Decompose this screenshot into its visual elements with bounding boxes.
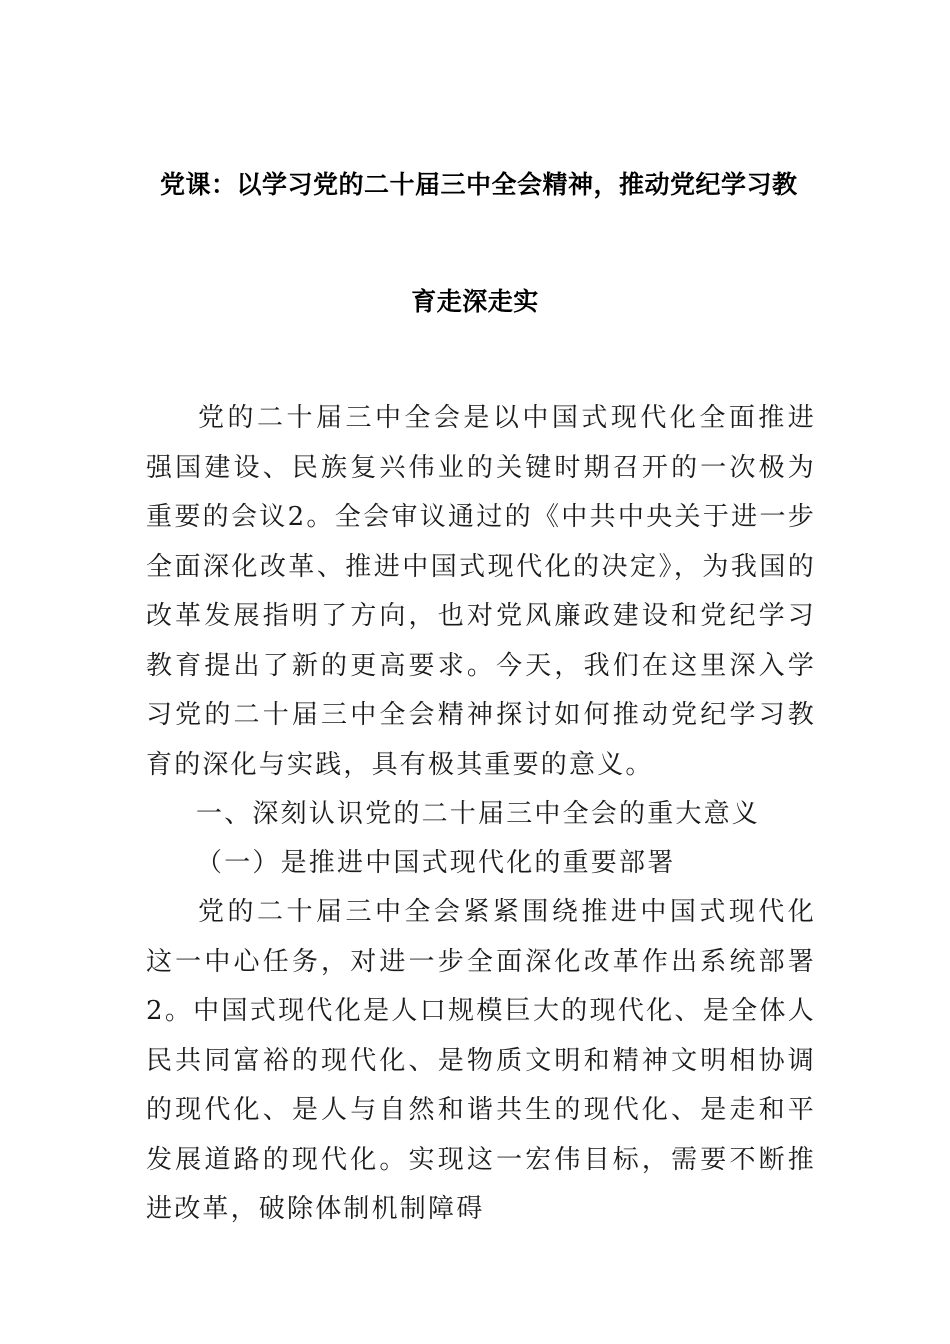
section-heading-1: 一、深刻认识党的二十届三中全会的重大意义 bbox=[196, 799, 761, 829]
section-paragraph-1-text: 党的二十届三中全会紧紧围绕推进中国式现代化这一中心任务，对进一步全面深化改革作出系统部署2。中国式现代化是人口规模巨大的现代化、是全体人民共同富裕的现代化、是物质文明和精神文明相协调的现代化、是人与自然和谐共生的现代化、是走和平发展道路的现代化。实现这一宏伟目标，需要不断推进改革，破除体制机制障碍 bbox=[146, 897, 816, 1224]
section-subheading-1: （一）是推进中国式现代化的重要部署 bbox=[196, 848, 676, 878]
document-title-line-1: 党课：以学习党的二十届三中全会精神，推动党纪学习教 bbox=[160, 170, 798, 199]
intro-paragraph bbox=[146, 394, 816, 790]
document-title-line-2: 育走深走实 bbox=[411, 287, 539, 316]
section-paragraph-1 bbox=[146, 888, 816, 1235]
intro-paragraph-text: 党的二十届三中全会是以中国式现代化全面推进强国建设、民族复兴伟业的关键时期召开的一次极为重要的会议2。全会审议通过的《中共中央关于进一步全面深化改革、推进中国式现代化的决定》，为我国的改革发展指明了方向，也对党风廉政建设和党纪学习教育提出了新的更高要求。今天，我们在这里深入学习党的二十届三中全会精神探讨如何推动党纪学习教育的深化与实践，具有极其重要的意义。 bbox=[146, 403, 816, 780]
